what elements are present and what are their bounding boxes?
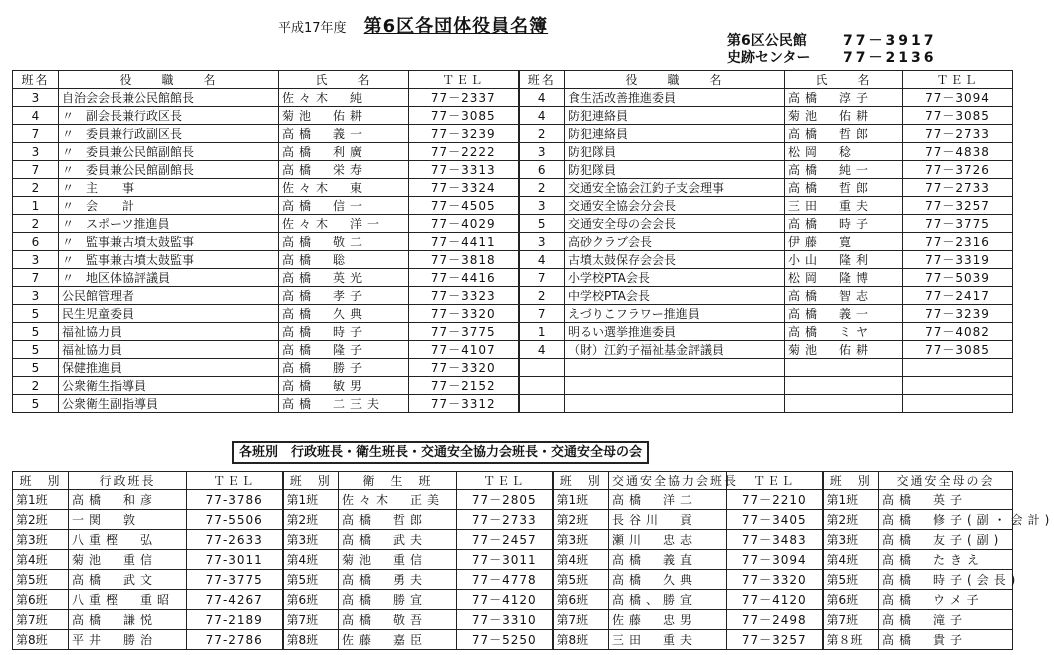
tel-cell: 77－3324 — [409, 179, 519, 197]
name-cell: 高橋 孝子 — [279, 287, 409, 305]
officer-row — [13, 161, 1013, 179]
tel-cell: 77－3818 — [409, 251, 519, 269]
role-cell: 防犯隊員 — [565, 161, 785, 179]
han-col-header: 交通安全母の会 — [879, 472, 1013, 490]
name-cell: 高橋 勝子 — [279, 359, 409, 377]
officer-row — [13, 377, 1013, 395]
han-cell: 3 — [519, 143, 565, 161]
tel-cell: 77－3775 — [409, 323, 519, 341]
name-cell: 高橋 時子 — [279, 323, 409, 341]
han-cell: 5 — [13, 395, 59, 413]
officer-row — [13, 251, 1013, 269]
han-row — [13, 630, 1013, 650]
han-col-header: 行政班長 — [69, 472, 187, 490]
tel-cell: 77－2337 — [409, 89, 519, 107]
han-label-cell: 第1班 — [283, 490, 339, 510]
tel-cell: 77－4029 — [409, 215, 519, 233]
role-cell: 保健推進員 — [59, 359, 279, 377]
name-cell: 菊池 佑耕 — [785, 107, 903, 125]
tel-cell: 77－2733 — [903, 125, 1013, 143]
name-cell: 高橋 久典 — [279, 305, 409, 323]
han-row — [13, 590, 1013, 610]
name-cell: 三田 重夫 — [785, 197, 903, 215]
han-col-header: ＴＥＬ — [457, 472, 553, 490]
han-col-header: 交通安全協力会班長 — [609, 472, 727, 490]
han-cell: 7 — [13, 269, 59, 287]
tel-cell: 77－3312 — [409, 395, 519, 413]
name-cell: 佐々木 純 — [279, 89, 409, 107]
han-cell: 3 — [13, 287, 59, 305]
name-cell: 高橋 二三夫 — [279, 395, 409, 413]
han-row — [13, 490, 1013, 510]
person-cell: 高橋 哲郎 — [339, 510, 457, 530]
han-label-cell: 第８班 — [823, 630, 879, 650]
section-title: 各班別 行政班長・衛生班長・交通安全協力会班長・交通安全母の会 — [232, 441, 649, 464]
han-label-cell: 第1班 — [823, 490, 879, 510]
han-row — [13, 550, 1013, 570]
col-header-role: 役 職 名 — [59, 71, 279, 89]
tel-cell: 77－3239 — [409, 125, 519, 143]
document-header — [278, 12, 548, 38]
han-col-header: 班 別 — [553, 472, 609, 490]
tel-cell: 77－4107 — [409, 341, 519, 359]
person-cell: 長谷川 貢 — [609, 510, 727, 530]
role-cell: 交通安全協会江釣子支会理事 — [565, 179, 785, 197]
name-cell: 高橋 智志 — [785, 287, 903, 305]
tel-cell: 77－4778 — [457, 570, 553, 590]
han-cell: 3 — [13, 89, 59, 107]
col-header-tel: ＴＥＬ — [903, 71, 1013, 89]
tel-cell: 77－4120 — [457, 590, 553, 610]
contact-phone: 77－2136 — [843, 50, 937, 66]
person-cell: 高橋 滝子 — [879, 610, 1013, 630]
person-cell: 高橋 和彦 — [69, 490, 187, 510]
person-cell: 高橋 ウメ子 — [879, 590, 1013, 610]
han-cell: 2 — [519, 179, 565, 197]
tel-cell: 77－2498 — [727, 610, 823, 630]
tel-cell — [903, 359, 1013, 377]
han-cell: 5 — [13, 341, 59, 359]
role-cell: 高砂クラブ会長 — [565, 233, 785, 251]
tel-cell: 77－4416 — [409, 269, 519, 287]
col-header-name: 氏 名 — [785, 71, 903, 89]
person-cell: 八重樫 弘 — [69, 530, 187, 550]
han-label-cell: 第3班 — [283, 530, 339, 550]
han-label-cell: 第8班 — [283, 630, 339, 650]
fiscal-year: 平成17年度 — [278, 21, 347, 36]
han-label-cell: 第8班 — [13, 630, 69, 650]
name-cell — [785, 359, 903, 377]
officer-row — [13, 179, 1013, 197]
tel-cell: 77－4411 — [409, 233, 519, 251]
tel-cell: 77－3094 — [903, 89, 1013, 107]
name-cell: 佐々木 洋一 — [279, 215, 409, 233]
role-cell: 明るい選挙推進委員 — [565, 323, 785, 341]
tel-cell: 77－2733 — [903, 179, 1013, 197]
tel-cell: 77－3257 — [727, 630, 823, 650]
person-cell: 一関 敦 — [69, 510, 187, 530]
han-label-cell: 第3班 — [13, 530, 69, 550]
officer-row — [13, 269, 1013, 287]
role-cell: 福祉協力員 — [59, 323, 279, 341]
han-cell — [519, 377, 565, 395]
person-cell: 高橋 貴子 — [879, 630, 1013, 650]
tel-cell: 77－2805 — [457, 490, 553, 510]
tel-cell: 77－3085 — [903, 107, 1013, 125]
tel-cell: 77－3094 — [727, 550, 823, 570]
han-row — [13, 530, 1013, 550]
tel-cell: 77－2316 — [903, 233, 1013, 251]
name-cell: 高橋 純一 — [785, 161, 903, 179]
role-cell — [565, 359, 785, 377]
name-cell: 高橋 信一 — [279, 197, 409, 215]
tel-cell: 77-2189 — [187, 610, 283, 630]
role-cell: 小学校PTA会長 — [565, 269, 785, 287]
han-cell: 7 — [519, 269, 565, 287]
person-cell: 高橋 謙悦 — [69, 610, 187, 630]
officer-row — [13, 143, 1013, 161]
person-cell: 高橋 英子 — [879, 490, 1013, 510]
han-cell — [519, 395, 565, 413]
han-label-cell: 第5班 — [13, 570, 69, 590]
han-label-cell: 第4班 — [283, 550, 339, 570]
han-leaders-table — [12, 471, 1054, 650]
han-row — [13, 570, 1013, 590]
role-cell: 福祉協力員 — [59, 341, 279, 359]
tel-cell: 77－3323 — [409, 287, 519, 305]
officer-row — [13, 323, 1013, 341]
han-cell: 6 — [519, 161, 565, 179]
han-cell: 5 — [519, 215, 565, 233]
han-cell: 4 — [519, 251, 565, 269]
role-cell — [565, 395, 785, 413]
name-cell: 高橋 義一 — [785, 305, 903, 323]
name-cell: 松岡 稔 — [785, 143, 903, 161]
tel-cell: 77-3775 — [187, 570, 283, 590]
han-label-cell: 第7班 — [13, 610, 69, 630]
role-cell: えづりこフラワー推進員 — [565, 305, 785, 323]
tel-cell: 77－2733 — [457, 510, 553, 530]
han-cell: 1 — [13, 197, 59, 215]
han-label-cell: 第1班 — [13, 490, 69, 510]
name-cell: 小山 隆利 — [785, 251, 903, 269]
officer-row — [13, 125, 1013, 143]
tel-cell: 77－3483 — [727, 530, 823, 550]
name-cell: 松岡 隆博 — [785, 269, 903, 287]
role-cell: 〃 委員兼公民館副館長 — [59, 161, 279, 179]
han-cell: 4 — [13, 107, 59, 125]
person-cell: 瀬川 忠志 — [609, 530, 727, 550]
han-label-cell: 第6班 — [13, 590, 69, 610]
tel-cell: 77－3085 — [409, 107, 519, 125]
person-cell: 三田 重夫 — [609, 630, 727, 650]
tel-cell: 77－2210 — [727, 490, 823, 510]
han-cell: 7 — [13, 125, 59, 143]
person-cell: 高橋 武夫 — [339, 530, 457, 550]
contact-name: 第6区公民館 — [727, 33, 807, 49]
officer-row — [13, 233, 1013, 251]
role-cell: 〃 委員兼公民館副館長 — [59, 143, 279, 161]
person-cell: 高橋 時子(会長) — [879, 570, 1013, 590]
name-cell: 高橋 淳子 — [785, 89, 903, 107]
tel-cell: 77－3405 — [727, 510, 823, 530]
tel-cell: 77－3320 — [727, 570, 823, 590]
role-cell: 自治会会長兼公民館館長 — [59, 89, 279, 107]
role-cell: 防犯隊員 — [565, 143, 785, 161]
han-cell: 5 — [13, 359, 59, 377]
han-label-cell: 第5班 — [553, 570, 609, 590]
tel-cell: 77－3726 — [903, 161, 1013, 179]
han-cell: 6 — [13, 233, 59, 251]
han-cell: 2 — [519, 125, 565, 143]
person-cell: 高橋 勇夫 — [339, 570, 457, 590]
col-header-name: 氏 名 — [279, 71, 409, 89]
person-cell: 佐藤 嘉臣 — [339, 630, 457, 650]
han-cell: 7 — [519, 305, 565, 323]
role-cell: 民生児童委員 — [59, 305, 279, 323]
tel-cell: 77－3239 — [903, 305, 1013, 323]
role-cell: 公民館管理者 — [59, 287, 279, 305]
name-cell: 高橋 義一 — [279, 125, 409, 143]
name-cell: 高橋 利廣 — [279, 143, 409, 161]
role-cell: 〃 監事兼古墳太鼓監事 — [59, 251, 279, 269]
han-label-cell: 第7班 — [553, 610, 609, 630]
tel-cell: 77-4267 — [187, 590, 283, 610]
role-cell: 公衆衛生指導員 — [59, 377, 279, 395]
person-cell: 高橋 義直 — [609, 550, 727, 570]
contact-name: 史跡センター — [727, 50, 811, 66]
name-cell: 高橋 ミヤ — [785, 323, 903, 341]
tel-cell: 77－4505 — [409, 197, 519, 215]
tel-cell: 77－3313 — [409, 161, 519, 179]
person-cell: 高橋 たきえ — [879, 550, 1013, 570]
han-cell: 2 — [13, 377, 59, 395]
han-col-header: 衛 生 班 — [339, 472, 457, 490]
officer-row — [13, 89, 1013, 107]
officer-row — [13, 359, 1013, 377]
tel-cell: 77-5506 — [187, 510, 283, 530]
han-label-cell: 第6班 — [823, 590, 879, 610]
name-cell — [785, 377, 903, 395]
han-col-header: 班 別 — [823, 472, 879, 490]
han-cell: 2 — [13, 215, 59, 233]
name-cell: 高橋 隆子 — [279, 341, 409, 359]
person-cell: 八重樫 重昭 — [69, 590, 187, 610]
han-label-cell: 第6班 — [283, 590, 339, 610]
role-cell: 〃 副会長兼行政区長 — [59, 107, 279, 125]
tel-cell: 77－3320 — [409, 359, 519, 377]
role-cell: 古墳太鼓保存会会長 — [565, 251, 785, 269]
han-label-cell: 第2班 — [283, 510, 339, 530]
han-label-cell: 第2班 — [13, 510, 69, 530]
han-col-header: ＴＥＬ — [187, 472, 283, 490]
han-label-cell: 第5班 — [823, 570, 879, 590]
name-cell: 高橋 敏男 — [279, 377, 409, 395]
han-label-cell: 第1班 — [553, 490, 609, 510]
person-cell: 高橋 勝宣 — [339, 590, 457, 610]
han-label-cell: 第5班 — [283, 570, 339, 590]
tel-cell — [903, 377, 1013, 395]
han-cell: 5 — [13, 305, 59, 323]
tel-cell: 77－3257 — [903, 197, 1013, 215]
page-title: 第6区各団体役員名簿 — [363, 16, 549, 37]
role-cell: 〃 監事兼古墳太鼓監事 — [59, 233, 279, 251]
han-col-header: ＴＥＬ — [727, 472, 823, 490]
tel-cell: 77－5039 — [903, 269, 1013, 287]
name-cell: 高橋 敬二 — [279, 233, 409, 251]
tel-cell: 77－3320 — [409, 305, 519, 323]
role-cell: 〃 委員兼行政副区長 — [59, 125, 279, 143]
han-label-cell: 第8班 — [553, 630, 609, 650]
person-cell: 高橋 久典 — [609, 570, 727, 590]
han-row — [13, 610, 1013, 630]
tel-cell: 77-3786 — [187, 490, 283, 510]
role-cell: 中学校PTA会長 — [565, 287, 785, 305]
role-cell: 交通安全協会分会長 — [565, 197, 785, 215]
tel-cell — [903, 395, 1013, 413]
person-cell: 高橋 友子(副) — [879, 530, 1013, 550]
tel-cell: 77－5250 — [457, 630, 553, 650]
tel-cell: 77－2457 — [457, 530, 553, 550]
name-cell: 伊藤 寛 — [785, 233, 903, 251]
han-label-cell: 第4班 — [553, 550, 609, 570]
han-cell: 3 — [519, 197, 565, 215]
role-cell: （財）江釣子福祉基金評議員 — [565, 341, 785, 359]
person-cell: 高橋 敬吾 — [339, 610, 457, 630]
person-cell: 佐藤 忠男 — [609, 610, 727, 630]
tel-cell: 77－2417 — [903, 287, 1013, 305]
han-cell: 2 — [13, 179, 59, 197]
tel-cell: 77－4838 — [903, 143, 1013, 161]
tel-cell: 77－4082 — [903, 323, 1013, 341]
tel-cell: 77－2222 — [409, 143, 519, 161]
han-cell: 4 — [519, 89, 565, 107]
role-cell: 防犯連絡員 — [565, 125, 785, 143]
han-label-cell: 第3班 — [553, 530, 609, 550]
tel-cell: 77－4120 — [727, 590, 823, 610]
han-header-row — [13, 472, 1013, 490]
name-cell: 高橋 栄寿 — [279, 161, 409, 179]
han-label-cell: 第6班 — [553, 590, 609, 610]
han-cell — [519, 359, 565, 377]
han-col-header: 班 別 — [283, 472, 339, 490]
han-label-cell: 第7班 — [283, 610, 339, 630]
person-cell: 高橋 洋二 — [609, 490, 727, 510]
contact-phone: 77－3917 — [843, 33, 937, 49]
han-cell: 1 — [519, 323, 565, 341]
role-cell: 食生活改善推進委員 — [565, 89, 785, 107]
han-label-cell: 第7班 — [823, 610, 879, 630]
officer-row — [13, 305, 1013, 323]
han-label-cell: 第2班 — [823, 510, 879, 530]
name-cell: 菊池 佑耕 — [279, 107, 409, 125]
han-col-header: 班 別 — [13, 472, 69, 490]
han-cell: 3 — [519, 233, 565, 251]
tel-cell: 77－3319 — [903, 251, 1013, 269]
person-cell: 菊池 重信 — [339, 550, 457, 570]
role-cell: 〃 主 事 — [59, 179, 279, 197]
name-cell: 高橋 時子 — [785, 215, 903, 233]
role-cell: 〃 会 計 — [59, 197, 279, 215]
tel-cell: 77－2152 — [409, 377, 519, 395]
officer-row — [13, 197, 1013, 215]
han-cell: 2 — [519, 287, 565, 305]
name-cell: 佐々木 東 — [279, 179, 409, 197]
person-cell: 平井 勝治 — [69, 630, 187, 650]
han-label-cell: 第4班 — [823, 550, 879, 570]
role-cell: 〃 地区体協評議員 — [59, 269, 279, 287]
officer-row — [13, 215, 1013, 233]
role-cell — [565, 377, 785, 395]
col-header-han: 班名 — [519, 71, 565, 89]
tel-cell: 77－3310 — [457, 610, 553, 630]
tel-cell: 77－3775 — [903, 215, 1013, 233]
person-cell: 高橋、勝宣 — [609, 590, 727, 610]
col-header-han: 班名 — [13, 71, 59, 89]
tel-cell: 77-2633 — [187, 530, 283, 550]
tel-cell: 77－3011 — [457, 550, 553, 570]
name-cell: 高橋 哲郎 — [785, 179, 903, 197]
officers-header-row — [13, 71, 1013, 89]
officer-row — [13, 341, 1013, 359]
han-cell: 4 — [519, 341, 565, 359]
name-cell: 高橋 哲郎 — [785, 125, 903, 143]
officer-row — [13, 395, 1013, 413]
col-header-role: 役 職 名 — [565, 71, 785, 89]
han-cell: 3 — [13, 143, 59, 161]
han-cell: 3 — [13, 251, 59, 269]
person-cell: 菊池 重信 — [69, 550, 187, 570]
han-label-cell: 第2班 — [553, 510, 609, 530]
contact-line — [727, 47, 936, 67]
role-cell: 〃 スポーツ推進員 — [59, 215, 279, 233]
han-cell: 4 — [519, 107, 565, 125]
role-cell: 公衆衛生副指導員 — [59, 395, 279, 413]
officer-row — [13, 287, 1013, 305]
role-cell: 防犯連絡員 — [565, 107, 785, 125]
tel-cell: 77-3011 — [187, 550, 283, 570]
name-cell: 高橋 聡 — [279, 251, 409, 269]
name-cell — [785, 395, 903, 413]
person-cell: 高橋 武文 — [69, 570, 187, 590]
tel-cell: 77-2786 — [187, 630, 283, 650]
name-cell: 菊池 佑耕 — [785, 341, 903, 359]
han-cell: 5 — [13, 323, 59, 341]
han-label-cell: 第4班 — [13, 550, 69, 570]
han-label-cell: 第3班 — [823, 530, 879, 550]
officers-table — [12, 70, 1013, 413]
han-row — [13, 510, 1013, 530]
name-cell: 高橋 英光 — [279, 269, 409, 287]
tel-cell: 77－3085 — [903, 341, 1013, 359]
person-cell: 佐々木 正美 — [339, 490, 457, 510]
han-cell: 7 — [13, 161, 59, 179]
person-cell: 高橋 修子(副・会計) — [879, 510, 1013, 530]
col-header-tel: ＴＥＬ — [409, 71, 519, 89]
role-cell: 交通安全母の会会長 — [565, 215, 785, 233]
officer-row — [13, 107, 1013, 125]
